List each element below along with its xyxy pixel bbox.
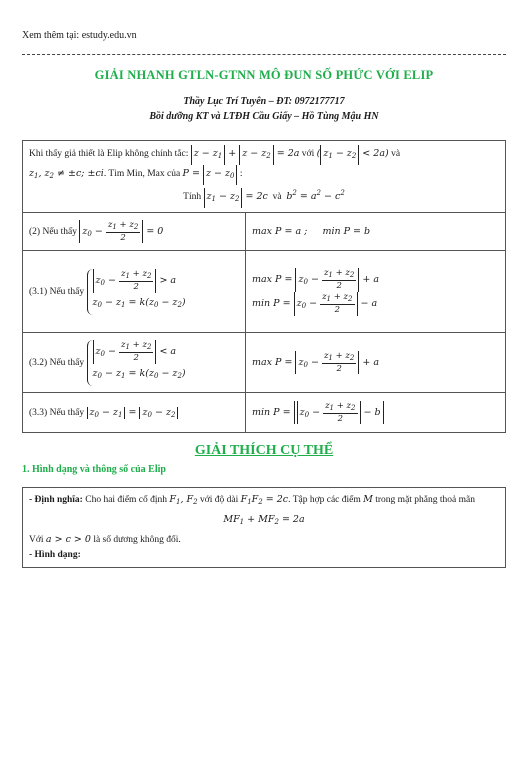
definition-with: Với a > c > 0 là số dương không đổi. bbox=[29, 534, 181, 545]
case-2-result: max P = a ; min P = b bbox=[246, 213, 506, 251]
case-3-2-condition: (3.2) Nếu thấy $z_0$ − $\frac{z_1 + z_2}{2}$ < a $z_0 - z_1 = k(z_0 - z_2)$ bbox=[23, 333, 246, 393]
table-row bbox=[23, 251, 506, 333]
page-title: GIẢI NHANH GTLN-GTNN MÔ ĐUN SỐ PHỨC VỚI ELIP bbox=[94, 68, 434, 82]
section-heading: GIẢI THÍCH CỤ THỂ bbox=[194, 443, 334, 458]
table-row bbox=[23, 333, 506, 393]
case-3-1-condition: (3.1) Nếu thấy $z_0$ − $\frac{z_1 + z_2}{2}$ > a $z_0 - z_1 = k(z_0 - z_2)$ bbox=[23, 251, 246, 333]
intro-cell: Khi thấy giả thiết là Elip không chính tắc: $z - z_1 + z - z_2 = 2a$ với ( $z_1 - z_2 < 2a$) và $z_1$, $z_2 \ne \pm c$; ±ci. Tìm Min, Max của $P = z - z_0$ : Tính $z_1 - z_2 = 2c$ và $b^2 = a^2 - c^2$ bbox=[23, 141, 506, 213]
case-3-2-result: $\max P = z_0$ − $\frac{z_1 + z_2}{2}$ + a bbox=[246, 333, 506, 393]
header-divider bbox=[22, 54, 506, 55]
author-line-1: Thầy Lục Trí Tuyên – ĐT: 0972177717 bbox=[183, 96, 345, 107]
table-row bbox=[23, 393, 506, 433]
focus-condition: $z_1$, $z_2 \ne \pm c$; ±ci bbox=[29, 168, 104, 180]
table-row bbox=[23, 141, 506, 213]
intro-and: và bbox=[391, 149, 401, 159]
intro-text: Khi thấy giả thiết là Elip không chính tắc: bbox=[29, 149, 189, 159]
intro-with: với bbox=[301, 149, 315, 159]
shape-label: - Hình dạng: bbox=[29, 550, 81, 560]
case-3-3-condition: (3.3) Nếu thấy $z_0 - z_1 = z_0 - z_2$ bbox=[23, 393, 246, 433]
case-3-3-result: $\min P = z_0$ − $\frac{z_1 + z_2}{2}$ − b bbox=[246, 393, 506, 433]
calc-line: Tính $z_1 - z_2 = 2c$ và $b^2 = a^2 - c^2$ bbox=[29, 185, 499, 208]
intro-find: . Tìm Min, Max của bbox=[103, 169, 181, 179]
author-line-2: Bồi dưỡng KT và LTĐH Cầu Giấy – Hồ Tùng Mậu HN bbox=[149, 111, 379, 122]
case-3-1-result: $\max P = z_0$ − $\frac{z_1 + z_2}{2}$ + a $\min P = z_0$ − $\frac{z_1 + z_2}{2}$ − a bbox=[246, 251, 506, 333]
source-header: Xem thêm tại: estudy.edu.vn bbox=[22, 30, 137, 41]
condition-inequality: ( $z_1 - z_2 < 2a$) bbox=[317, 148, 389, 159]
definition-box bbox=[22, 487, 506, 568]
author-block bbox=[0, 94, 528, 124]
target-expression: $P = z - z_0$ bbox=[183, 168, 238, 179]
section-subheading: 1. Hình dạng và thông số của Elip bbox=[22, 464, 166, 475]
case-2-condition: (2) Nếu thấy $z_0$ − $\frac{z_1 + z_2}{2}$ = 0 bbox=[23, 213, 246, 251]
ellipse-condition: $z - z_1 + z - z_2 = 2a$ bbox=[191, 148, 300, 159]
definition-equation: $MF_1 + MF_2 = 2a$ bbox=[223, 514, 305, 526]
table-row bbox=[23, 213, 506, 251]
definition-line: - Định nghĩa: Cho hai điểm cố định $F_1$, $F_2$ với độ dài $F_1F_2 = 2c$. Tập hợp các điểm M trong mặt phẳng thoả mãn bbox=[29, 494, 475, 506]
formula-table bbox=[22, 140, 506, 433]
